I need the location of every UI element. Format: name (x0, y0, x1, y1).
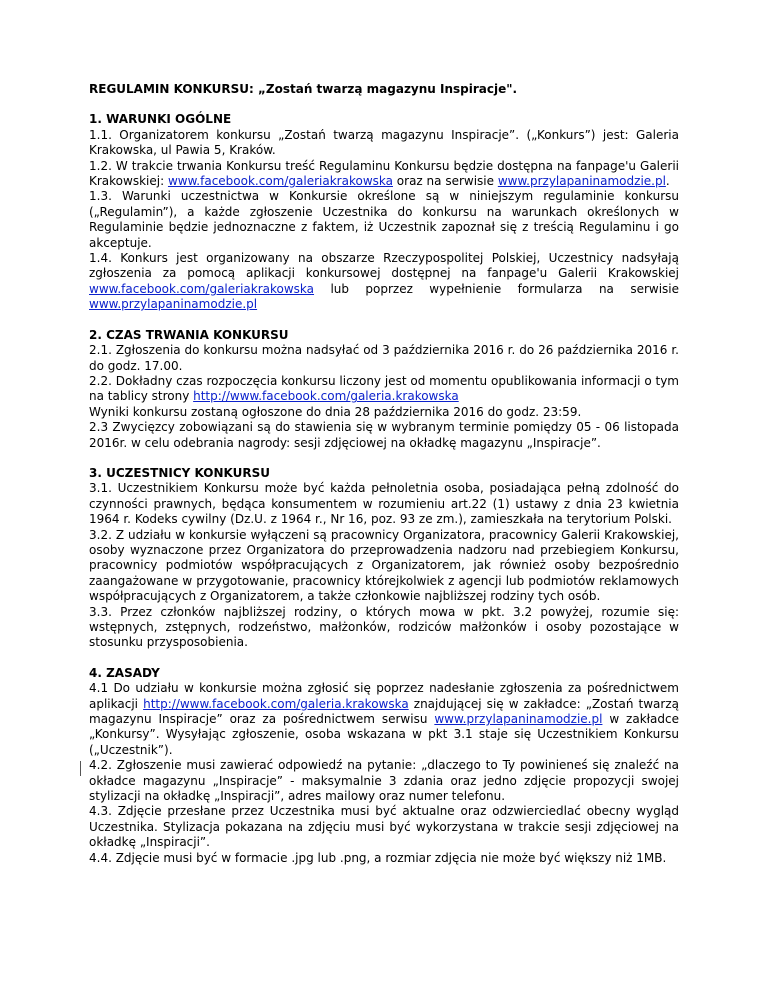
website-link[interactable]: www.przylapaninamodzie.pl (89, 297, 258, 312)
paragraph-1-2 (89, 159, 679, 190)
paragraph-text: 2.2. Dokładny czas rozpoczęcia konkursu liczony jest od momentu opublikowania informacji o tym na tablicy strony (89, 373, 679, 404)
paragraph-4-1 (89, 681, 679, 758)
facebook-link[interactable]: www.facebook.com/galeriakrakowska (89, 281, 315, 296)
revision-change-bar (80, 761, 81, 776)
regulation-document (89, 82, 679, 881)
section-heading: 3. UCZESTNICY KONKURSU (89, 465, 271, 480)
paragraph-text: 1.4. Konkurs jest organizowany na obszarze Rzeczypospolitej Polskiej, Uczestnicy nadsyłają zgłoszenia za pomocą aplikacji konkursowej dostępnej na fanpage'u Galerii Krakowskiej (89, 251, 679, 281)
paragraph-3-2: 3.2. Z udziału w konkursie wyłączeni są pracownicy Organizatora, pracownicy Galerii Krakowskiej, osoby wyznaczone przez Organizatora do przeprowadzenia nadzoru nad przebiegiem Konkursu, pracownicy podmiotów współpracujących z Organizatorem, jak również osoby bezpośrednio zaangażowane w przygotowanie, pracownicy którejkolwiek z agencji lub podmiotów reklamowych współpracujących z Organizatorem, a także członkowie najbliższej rodziny tych osób. (89, 527, 679, 604)
paragraph-text: . (665, 174, 670, 189)
paragraph-4-3: 4.3. Zdjęcie przesłane przez Uczestnika musi być aktualne oraz odzwierciedlać obecny wygląd Uczestnika. Stylizacja pokazana na zdjęciu musi być wykorzystana w trakcie sesji zdjęciowej na okładkę „Inspiracji”. (89, 804, 679, 850)
section-participants (89, 466, 679, 651)
paragraph-text: 4.1 Do udziału w konkursie można zgłosić się poprzez nadesłanie zgłoszenia za pośrednictwem aplikacji (89, 681, 679, 711)
paragraph-text: znajdującej się w zakładce: „Zostań twarzą magazynu Inspiracje” oraz za pośrednictwem serwisu (89, 696, 679, 727)
paragraph-1-3: 1.3. Warunki uczestnictwa w Konkursie określone są w niniejszym regulaminie konkursu („Regulamin”), a każde zgłoszenie Uczestnika do konkursu na warunkach określonych w Regulaminie będzie jednoznaczne z faktem, iż Uczestnik zapoznał się z treścią Regulaminu i go akceptuje. (89, 189, 679, 250)
paragraph-1-4 (89, 251, 679, 313)
paragraph-text: 1.2. W trakcie trwania Konkursu treść Regulaminu Konkursu będzie dostępna na fanpage'u Galerii Krakowskiej: (89, 158, 679, 189)
document-title: REGULAMIN KONKURSU: „Zostań twarzą magazynu Inspiracje". (89, 82, 518, 96)
section-rules (89, 666, 679, 866)
paragraph-text: oraz na serwisie (392, 174, 498, 189)
paragraph-text: w zakładce „Konkursy”. Wysyłając zgłoszenie, osoba wskazana w pkt 3.1 staje się Uczestnikiem Konkursu („Uczestnik”). (89, 712, 680, 757)
paragraph-4-2: 4.2. Zgłoszenie musi zawierać odpowiedź na pytanie: „dlaczego to Ty powinieneś się znaleźć na okładce magazynu „Inspiracje” - maksymalnie 3 zdania oraz jedno zdjęcie propozycji swojej stylizacji na okładkę „Inspiracji”, adres mailowy oraz numer telefonu. (89, 758, 679, 804)
section-duration (89, 328, 679, 451)
section-general-conditions (89, 112, 679, 312)
paragraph-3-1: 3.1. Uczestnikiem Konkursu może być każda pełnoletnia osoba, posiadająca pełną zdolność do czynności prawnych, będąca konsumentem w rozumieniu art.22 (1) ustawy z dnia 23 kwietnia 1964 r. Kodeks cywilny (Dz.U. z 1964 r., Nr 16, poz. 93 ze zm.), zamieszkała na terytorium Polski. (89, 481, 679, 527)
facebook-link[interactable]: http://www.facebook.com/galeria.krakowska (193, 389, 459, 404)
paragraph-text: lub poprzez wypełnienie formularza na serwisie (314, 281, 679, 296)
paragraph-3-3: 3.3. Przez członków najbliższej rodziny, o których mowa w pkt. 3.2 powyżej, rozumie się: wstępnych, zstępnych, rodzeństwo, małżonków, rodziców małżonków i osoby pozostające w stosunku przysposobienia. (89, 604, 679, 650)
paragraph-4-4: 4.4. Zdjęcie musi być w formacie .jpg lub .png, a rozmiar zdjęcia nie może być większy niż 1MB. (89, 850, 667, 865)
website-link[interactable]: www.przylapaninamodzie.pl (497, 174, 666, 189)
section-heading: 1. WARUNKI OGÓLNE (89, 112, 232, 127)
paragraph-2-3: 2.3 Zwycięzcy zobowiązani są do stawienia się w wybranym terminie pomiędzy 05 - 06 listopada 2016r. w celu odebrania nagrody: sesji zdjęciowej na okładkę magazynu „Inspiracje”. (89, 420, 679, 450)
website-link[interactable]: www.przylapaninamodzie.pl (434, 712, 603, 727)
facebook-link[interactable]: www.facebook.com/galeriakrakowska (167, 174, 393, 189)
paragraph-2-2 (89, 374, 679, 405)
paragraph-2-1: 2.1. Zgłoszenia do konkursu można nadsyłać od 3 października 2016 r. do 26 października 2016 r. do godz. 17.00. (89, 343, 679, 373)
paragraph-results: Wyniki konkursu zostaną ogłoszone do dnia 28 października 2016 do godz. 23:59. (89, 404, 582, 419)
section-heading: 2. CZAS TRWANIA KONKURSU (89, 327, 289, 342)
section-heading: 4. ZASADY (89, 665, 160, 680)
paragraph-1-1: 1.1. Organizatorem konkursu „Zostań twarzą magazynu Inspiracje”. („Konkurs”) jest: Galeria Krakowska, ul Pawia 5, Kraków. (89, 127, 679, 158)
facebook-link[interactable]: http://www.facebook.com/galeria.krakowska (143, 696, 409, 711)
